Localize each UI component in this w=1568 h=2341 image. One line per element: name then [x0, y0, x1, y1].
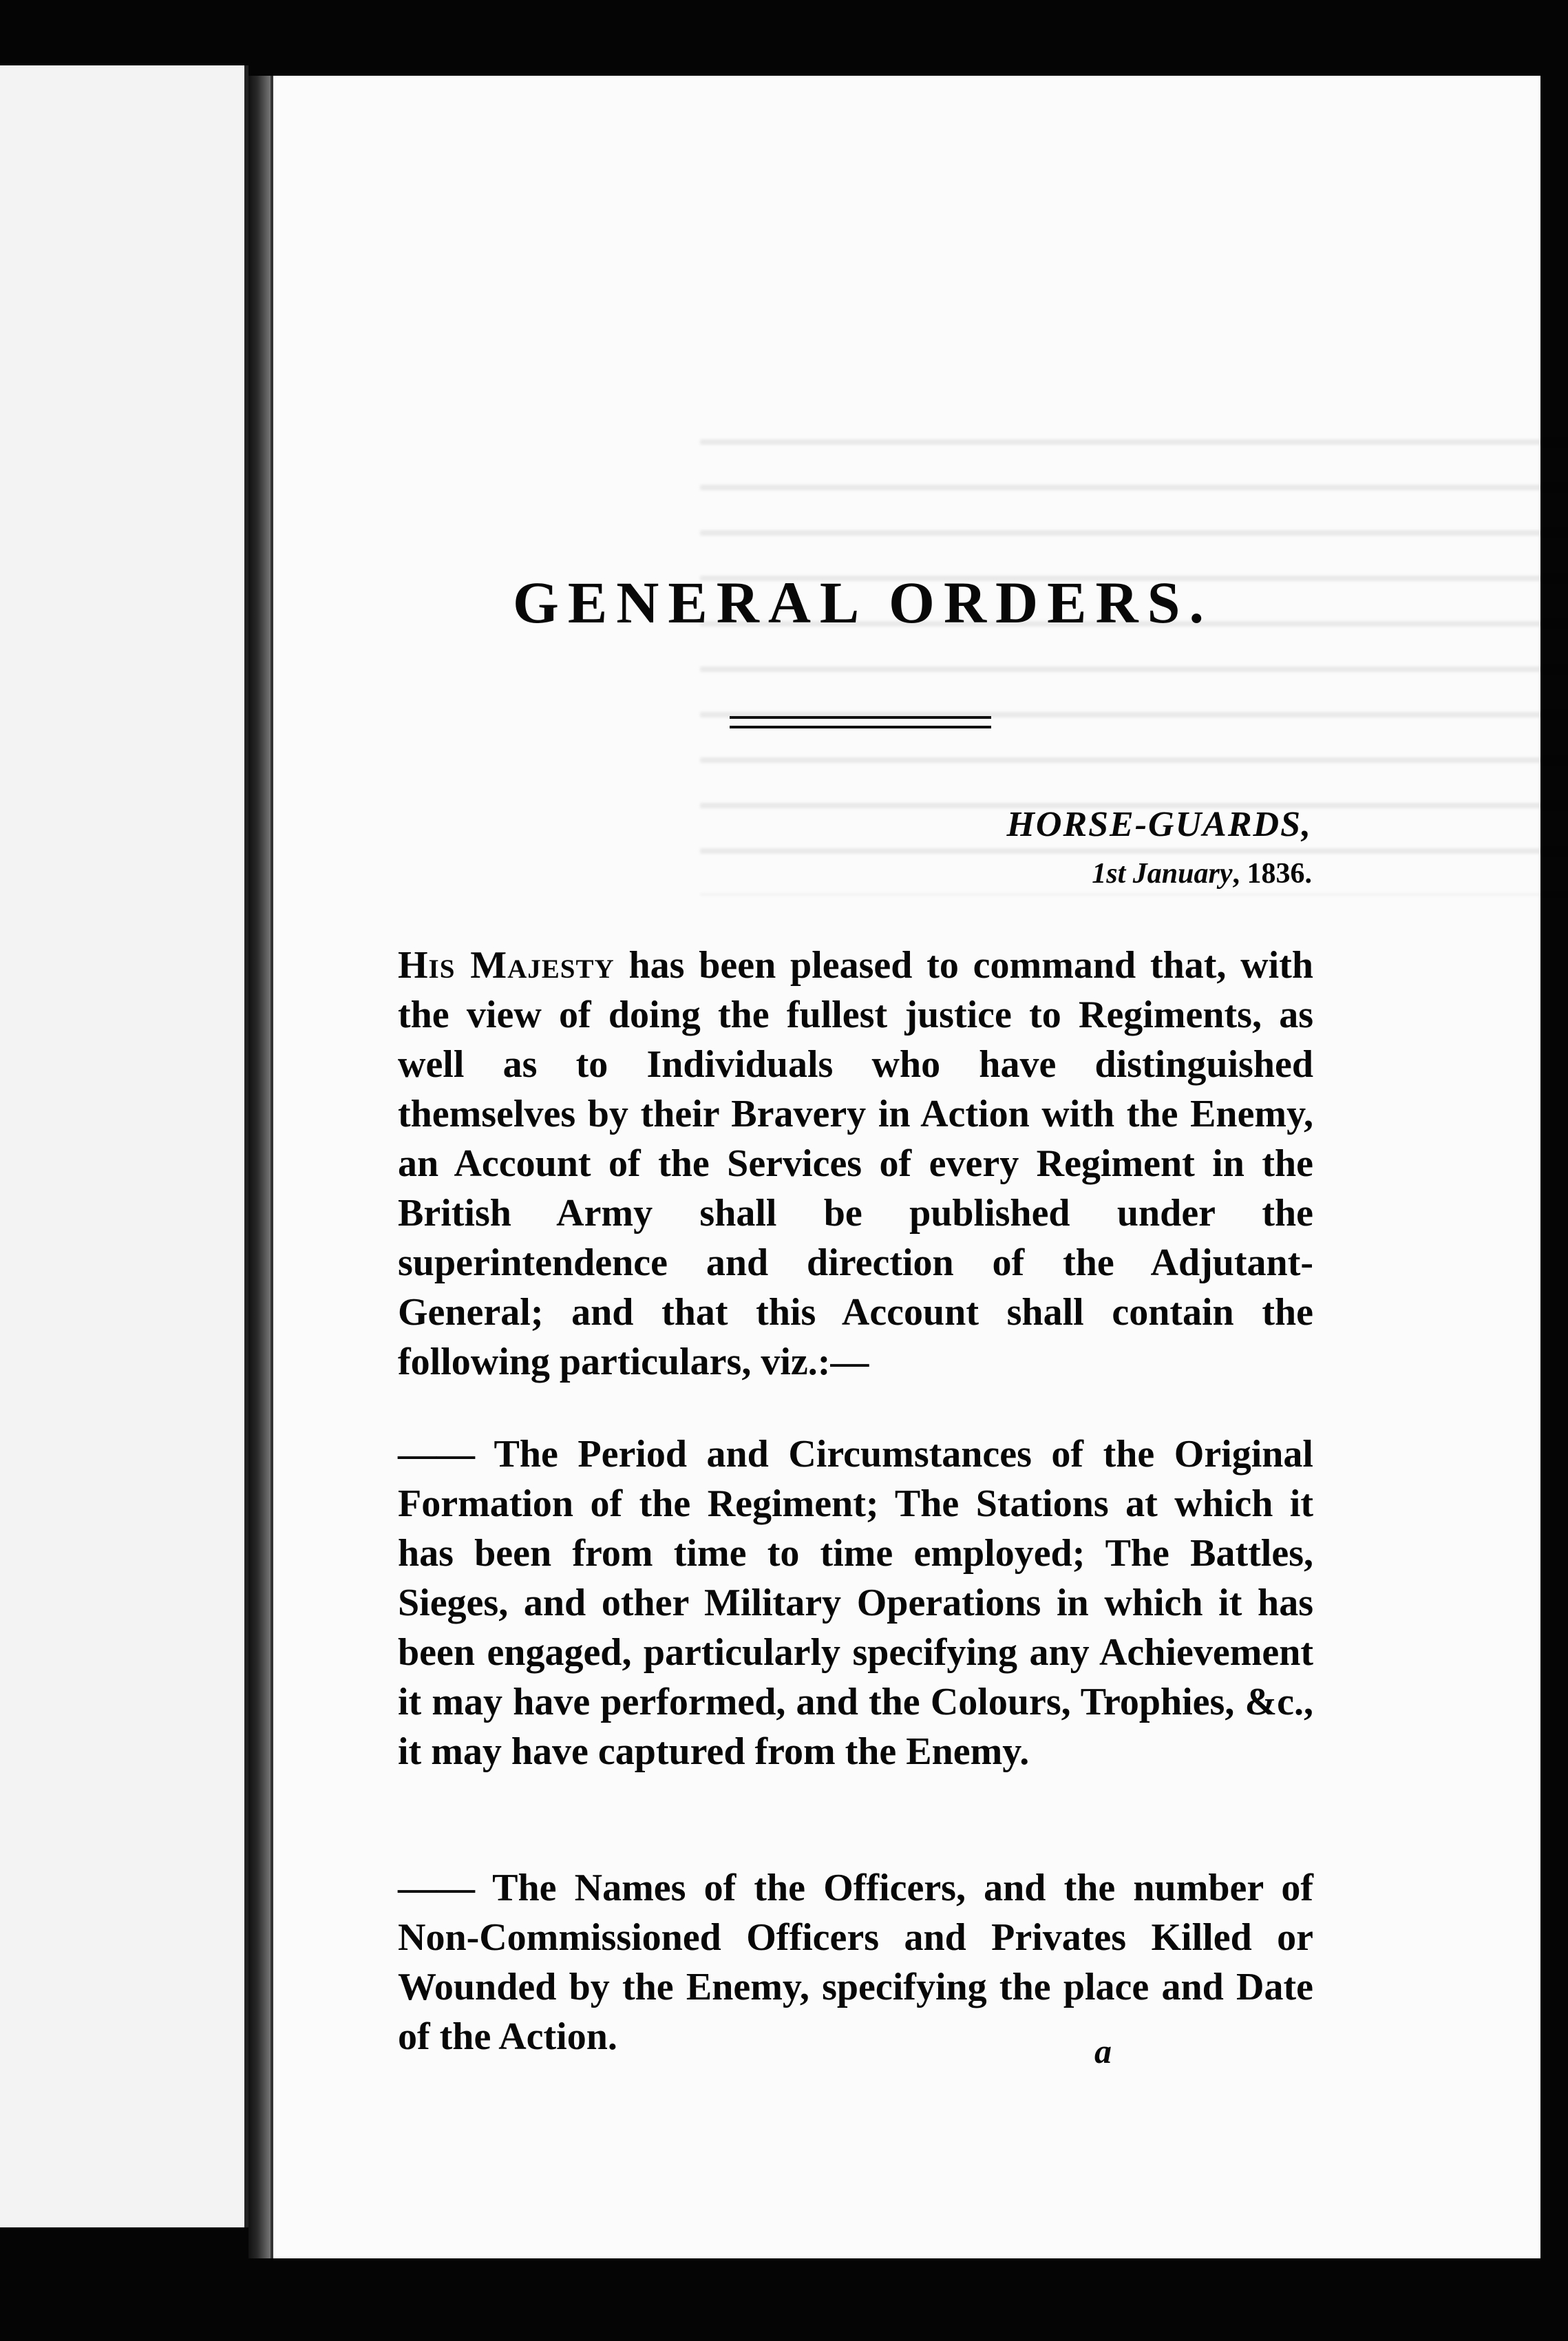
- book-gutter: [248, 76, 271, 2258]
- order-paragraph-casualties: —— The Names of the Officers, and the number of Non-Commissioned Officers and Privates Killed or Wounded by the Enemy, specifying the place and Date of the Action.: [398, 1867, 1313, 2058]
- order-date-day-month: 1st January: [1092, 858, 1233, 890]
- order-date-year: , 1836.: [1232, 858, 1312, 890]
- page-title: GENERAL ORDERS.: [513, 569, 1213, 636]
- title-divider-lower: [730, 726, 991, 728]
- title-divider-upper: [730, 716, 991, 719]
- order-paragraph-regiment-history: —— The Period and Circumstances of the Original Formation of the Regiment; The Stations at which it has been from time to time employed; The Battles, Sieges, and other Military Operations in which it has been engaged, particularly specifying any Achievement it may have performed, and the Colours, Trophies, &c., it may have captured from the Enemy.: [398, 1433, 1313, 1773]
- issuing-office: HORSE-GUARDS,: [1006, 805, 1312, 844]
- introduction-text: has been pleased to command that, with the view of doing the fullest justice to Regiments, as well as to Individuals who have distinguished themselves by their Bravery in Action with the Enemy, an Account of the Services of every Regiment in the British Army shall be published under the superintendence and direction of the Adjutant-General; and that this Account shall contain the following particulars, viz.:—: [398, 944, 1313, 1383]
- order-date: [1092, 857, 1312, 890]
- his-majesty-lead: His Majesty: [398, 944, 615, 987]
- order-paragraph-introduction: [398, 941, 1313, 1387]
- signature-mark: a: [1094, 2032, 1112, 2070]
- left-page: [0, 65, 248, 2227]
